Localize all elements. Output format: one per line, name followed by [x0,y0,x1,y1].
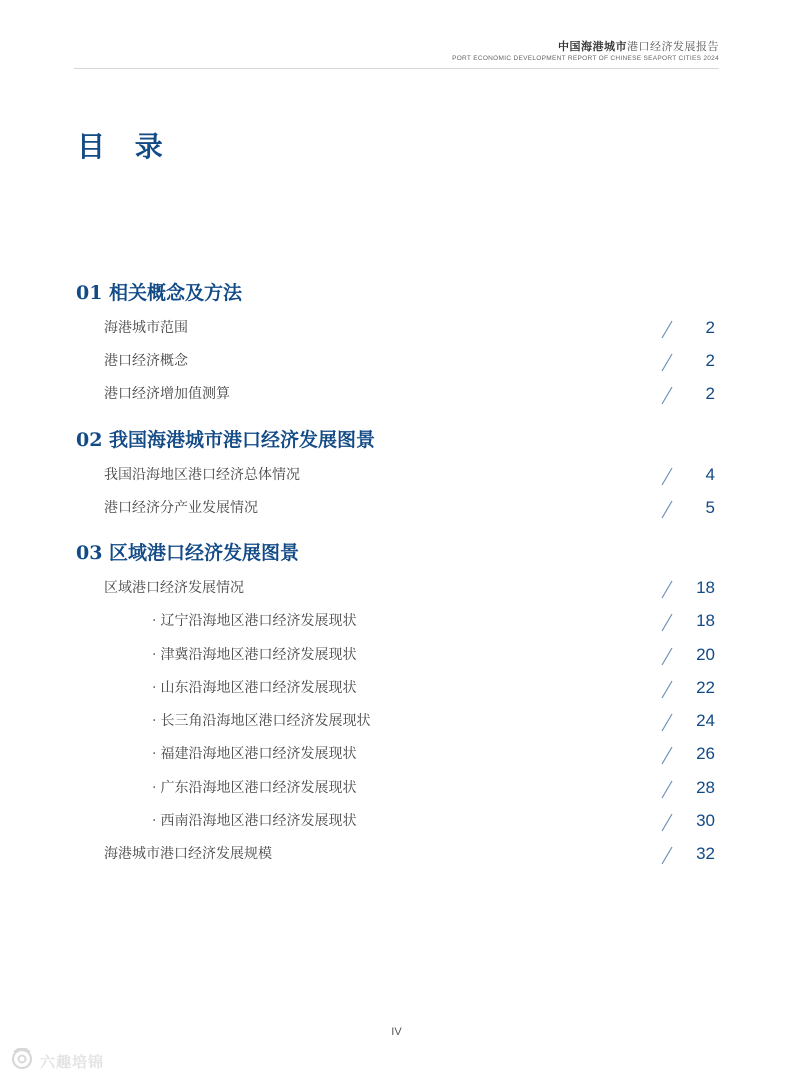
toc-entry-label: 港口经济概念 [104,353,188,369]
toc-subentry-text: 长三角沿海地区港口经济发展现状 [160,713,371,729]
toc-subentry[interactable] [0,808,793,834]
slash-divider-icon [661,746,673,765]
toc-subentry[interactable] [0,608,793,634]
toc-subentry[interactable] [0,675,793,701]
slash-divider-icon [661,647,673,666]
toc-subentry-label [152,808,356,834]
toc-entry-label: 港口经济分产业发展情况 [104,500,258,516]
toc-subentry[interactable] [0,708,793,734]
header-divider [74,68,719,69]
toc-subentry[interactable] [0,741,793,767]
slash-divider-icon [661,580,673,599]
toc-entry[interactable] [0,841,793,867]
toc-subentry-label [152,708,370,734]
toc-page-number: 18 [696,578,715,597]
toc-subentry-label [152,675,356,701]
running-header [452,40,719,63]
toc-page-number: 26 [696,744,715,763]
toc-entry-label: 我国沿海地区港口经济总体情况 [104,467,300,483]
bullet-dot: · [152,746,157,762]
toc-subentry-text: 福建沿海地区港口经济发展现状 [160,746,357,762]
toc-entry-label: 区域港口经济发展情况 [104,580,244,596]
toc-entry[interactable] [0,495,793,521]
page-folio: IV [391,1026,402,1038]
toc-subentry-label [152,775,356,801]
toc-subentry-label [152,608,356,634]
toc-page-number: 28 [696,778,715,797]
slash-divider-icon [661,713,673,732]
toc-page-number: 2 [705,318,715,337]
toc-page-number: 30 [696,811,715,830]
bullet-dot: · [152,713,157,729]
bullet-dot: · [152,680,157,696]
slash-divider-icon [661,320,673,339]
slash-divider-icon [661,467,673,486]
page-title: 目 录 [77,130,173,163]
slash-divider-icon [661,846,673,865]
toc-subentry[interactable] [0,642,793,668]
toc-entry-label: 海港城市范围 [104,320,188,336]
header-title [452,40,719,54]
section-heading-03: 03 区域港口经济发展图景 [76,542,300,564]
toc-entry-label: 海港城市港口经济发展规模 [104,846,272,862]
slash-divider-icon [661,780,673,799]
toc-subentry-text: 津冀沿海地区港口经济发展现状 [160,647,357,663]
toc-subentry-label [152,642,356,668]
camera-logo-icon [10,1048,34,1074]
toc-subentry-text: 山东沿海地区港口经济发展现状 [160,680,357,696]
header-subtitle: PORT ECONOMIC DEVELOPMENT REPORT OF CHINESE SEAPORT CITIES 2024 [452,55,719,62]
bullet-dot: · [152,647,157,663]
header-title-rest: 港口经济发展报告 [627,40,719,53]
slash-divider-icon [661,386,673,405]
toc-page-number: 4 [705,465,715,484]
watermark-text: 六趣培锦 [40,1052,105,1071]
toc-entry[interactable] [0,315,793,341]
watermark [10,1049,104,1073]
toc-entry[interactable] [0,575,793,601]
toc-entry[interactable] [0,348,793,374]
section-heading-01: 01 相关概念及方法 [76,282,243,304]
slash-divider-icon [661,500,673,519]
toc-page-number: 24 [696,711,715,730]
toc-subentry-text: 西南沿海地区港口经济发展现状 [160,813,357,829]
toc-subentry-text: 广东沿海地区港口经济发展现状 [160,780,357,796]
slash-divider-icon [661,613,673,632]
toc-entry[interactable] [0,381,793,407]
toc-subentry[interactable] [0,775,793,801]
toc-entry[interactable] [0,462,793,488]
toc-page-number: 20 [696,645,715,664]
toc-entry-label: 港口经济增加值测算 [104,386,230,402]
slash-divider-icon [661,353,673,372]
bullet-dot: · [152,780,157,796]
slash-divider-icon [661,680,673,699]
toc-page-number: 32 [696,844,715,863]
toc-page-number: 18 [696,611,715,630]
bullet-dot: · [152,613,157,629]
slash-divider-icon [661,813,673,832]
toc-subentry-label [152,741,356,767]
toc-page-number: 2 [705,351,715,370]
toc-page-number: 22 [696,678,715,697]
section-heading-02: 02 我国海港城市港口经济发展图景 [76,429,376,451]
header-title-strong: 中国海港城市 [558,40,627,53]
toc-subentry-text: 辽宁沿海地区港口经济发展现状 [160,613,357,629]
bullet-dot: · [152,813,157,829]
toc-page-number: 5 [705,498,715,517]
toc-page-number: 2 [705,384,715,403]
